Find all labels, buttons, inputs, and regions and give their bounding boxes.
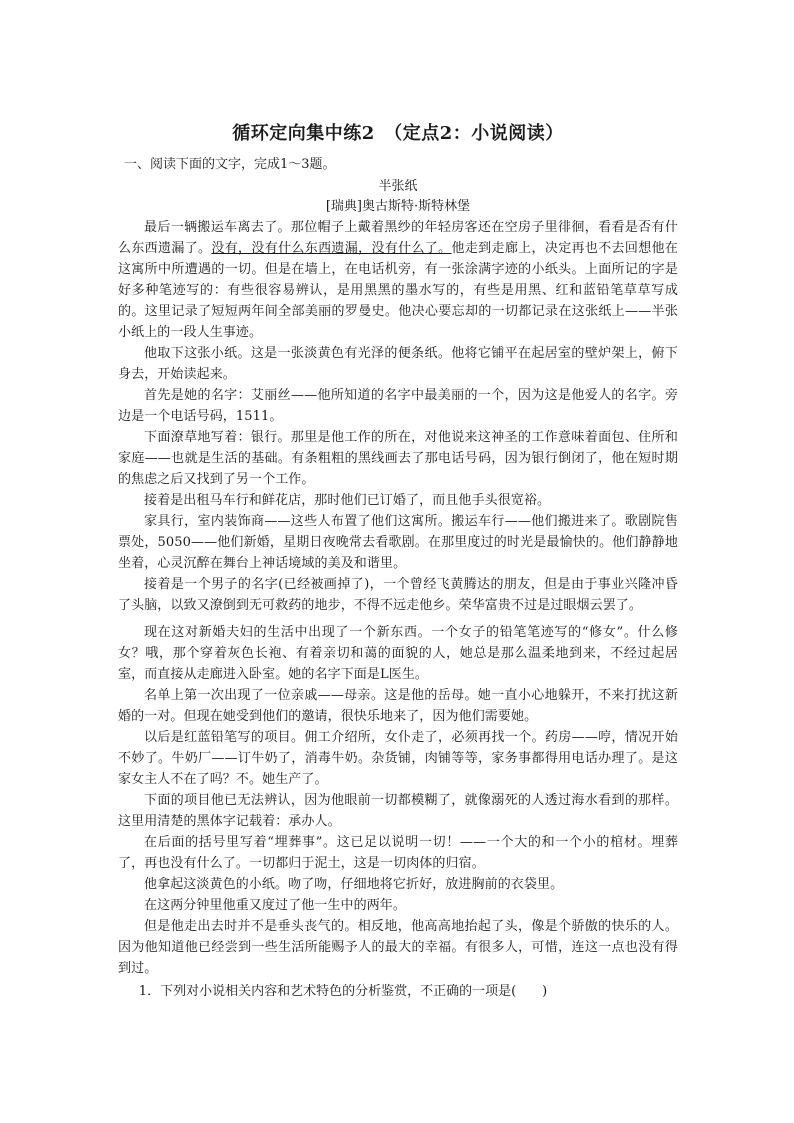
story-paragraph: 接着是出租马车行和鲜花店，那时他们已订婚了，而且他手头很宽裕。 xyxy=(144,493,551,508)
story-paragraph xyxy=(118,217,678,343)
paragraph-text: 他走到走廊上，决定再也不去回想他在这寓所中所遭遇的一切。但是在墙上，在电话机旁，有一张涂满字迹的小纸头。上面所记的字是好多种笔迹写的：有些很容易辨认，是用黑黑的墨水写的，有些是用黑、红和蓝铅笔草草写成的。这里记录了短短两年间全部美丽的罗曼史。他决心要忘却的一切都记录在这张纸上——半张小纸上的一段人生事迹。 xyxy=(118,241,679,340)
story-paragraph: 首先是她的名字：艾丽丝——他所知道的名字中最美丽的一个，因为这是他爱人的名字。旁边是一个电话号码，1511。 xyxy=(118,388,678,424)
story-paragraph: 在后面的括号里写着“埋葬事”。这已足以说明一切！——一个大的和一个小的棺材。埋葬了，再也没有什么了。一切都归于泥土，这是一切肉体的归宿。 xyxy=(118,835,678,871)
document-content xyxy=(118,121,678,1002)
story-paragraph: 以后是红蓝铅笔写的项目。佣工介绍所，女仆走了，必须再找一个。药房——哼，情况开始不妙了。牛奶厂——订牛奶了，消毒牛奶。杂货铺，肉铺等等，家务事都得用电话办理了。是这家女主人不在了吗？不。她生产了。 xyxy=(118,730,678,787)
story-paragraph: 他拿起这淡黄色的小纸。吻了吻，仔细地将它折好，放进胸前的衣袋里。 xyxy=(144,877,564,892)
story-title: 半张纸 xyxy=(378,179,418,194)
story-paragraph: 名单上第一次出现了一位亲戚——母亲。这是他的岳母。她一直小心地躲开，不来打扰这新婚的一对。但现在她受到他们的邀请，很快乐地来了，因为他们需要她。 xyxy=(118,688,678,724)
story-paragraph: 家具行，室内装饰商——这些人布置了他们这寓所。搬运车行——他们搬进来了。歌剧院售票处，5050——他们新婚，星期日夜晚常去看歌剧。在那里度过的时光是最愉快的。他们静静地坐着，心灵沉醉在舞台上神话境域的美及和谐里。 xyxy=(118,514,678,571)
paragraph-text: 最后一辆搬运车离去了。那位帽子上戴着黑纱的年轻房客还在空房子里徘徊，看看是否有什么东西遗漏了。 xyxy=(118,220,678,256)
story-paragraph: 在这两分钟里他重又度过了他一生中的两年。 xyxy=(144,898,407,913)
story-paragraph: 现在这对新婚夫妇的生活中出现了一个新东西。一个女子的铅笔笔迹写的“修女”。什么修女？哦，那个穿着灰色长袍、有着亲切和蔼的面貌的人，她总是那么温柔地到来，不经过起居室，而直接从走廊进入卧室。她的名字下面是L医生。 xyxy=(118,625,678,682)
underlined-sentence: 没有，没有什么东西遗漏，没有什么了。 xyxy=(211,241,452,256)
story-paragraph: 但是他走出去时并不是垂头丧气的。相反地，他高高地抬起了头，像是个骄傲的快乐的人。因为他知道他已经尝到一些生活所能赐予人的最大的幸福。有很多人，可惜，连这一点也没有得到过。 xyxy=(118,919,678,976)
section-instruction: 一、阅读下面的文字，完成1～3题。 xyxy=(124,157,336,172)
story-paragraph: 他取下这张小纸。这是一张淡黄色有光泽的便条纸。他将它铺平在起居室的壁炉架上，俯下身去，开始读起来。 xyxy=(118,346,678,382)
page-title: 循环定向集中练2 （定点2：小说阅读） xyxy=(232,123,564,144)
story-paragraph: 下面潦草地写着：银行。那里是他工作的所在，对他说来这神圣的工作意味着面包、住所和家庭——也就是生活的基础。有条粗粗的黑线画去了那电话号码，因为银行倒闭了，他在短时期的焦虑之后又找到了另一个工作。 xyxy=(118,430,678,487)
question-1: 1．下列对小说相关内容和艺术特色的分析鉴赏，不正确的一项是( ) xyxy=(138,984,548,999)
story-paragraph: 下面的项目他已无法辨认，因为他眼前一切都模糊了，就像溺死的人透过海水看到的那样。这里用清楚的黑体字记载着：承办人。 xyxy=(118,793,678,829)
story-author: [瑞典]奥古斯特·斯特林堡 xyxy=(325,199,471,214)
story-paragraph: 接着是一个男子的名字(已经被画掉了)，一个曾经飞黄腾达的朋友，但是由于事业兴隆冲昏了头脑，以致又潦倒到无可救药的地步，不得不远走他乡。荣华富贵不过是过眼烟云罢了。 xyxy=(118,577,678,613)
